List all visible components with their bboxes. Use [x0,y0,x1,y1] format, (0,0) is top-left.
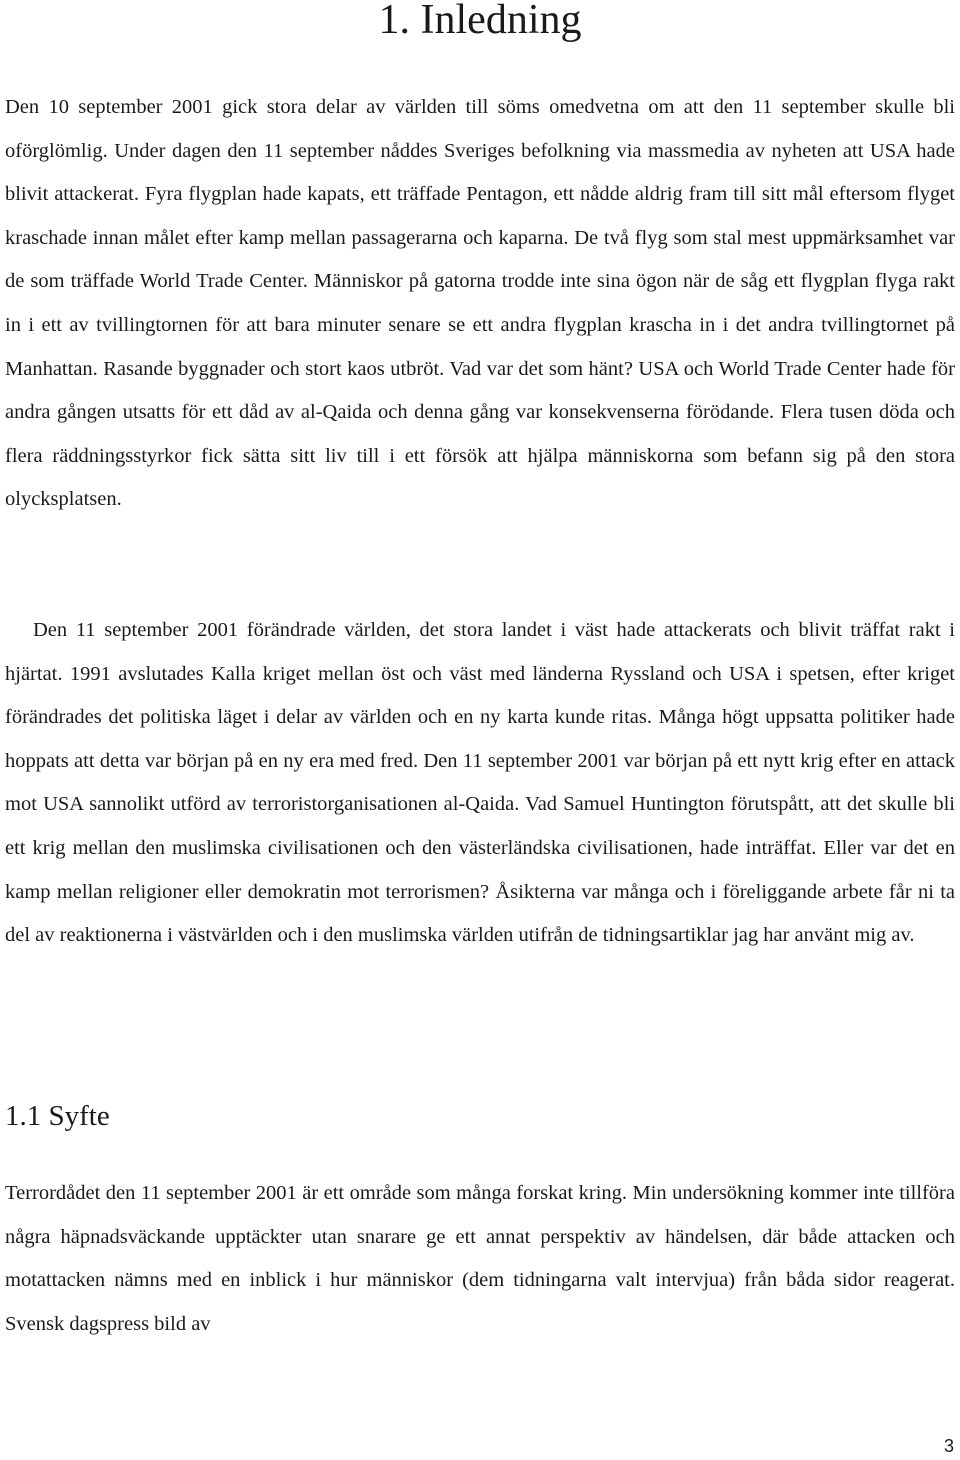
page-number: 3 [943,1436,954,1456]
chapter-heading: 1. Inledning [378,0,582,43]
intro-paragraph: Den 10 september 2001 gick stora delar av världen till söms omedvetna om att den 11 september skulle bli oförglömlig. Under dagen den 11 september nåddes Sveriges befolkning via massmedia av nyheten att USA hade blivit attackerat. Fyra flygplan hade kapats, ett träffade Pentagon, ett nådde aldrig fram till sitt mål eftersom flyget kraschade innan målet efter kamp mellan passagerarna och kaparna. De två flyg som stal mest uppmärksamhet var de som träffade World Trade Center. Människor på gatorna trodde inte sina ögon när de såg ett flygplan flyga rakt in i ett av tvillingtornen för att bara minuter senare se ett andra flygplan krascha in i det andra tvillingtornet på Manhattan. Rasande byggnader och stort kaos utbröt. Vad var det som hänt? USA och World Trade Center hade för andra gången utsatts för ett dåd av al-Qaida och denna gång var konsekvenserna förödande. Flera tusen döda och flera räddningsstyrkor fick sätta sitt liv till i ett försök att hjälpa människorna som befann sig på den stora olycksplatsen. [5,96,955,511]
section-heading: 1.1 Syfte [5,1100,110,1132]
purpose-paragraph: Terrordådet den 11 september 2001 är ett område som många forskat kring. Min undersökning kommer inte tillföra några häpnadsväckande upptäckter utan snarare ge ett annat perspektiv av händelsen, där både attacken och motattacken nämns med en inblick i hur människor (dem tidningarna valt intervjua) från båda sidor reagerat. Svensk dagspress bild av [5,1182,955,1335]
second-paragraph: Den 11 september 2001 förändrade världen, det stora landet i väst hade attackerats och blivit träffat rakt i hjärtat. 1991 avslutades Kalla kriget mellan öst och väst med länderna Ryssland och USA i spetsen, efter kriget förändrades det politiska läget i delar av världen och en ny karta kunde ritas. Många högt uppsatta politiker hade hoppats att detta var början på en ny era med fred. Den 11 september 2001 var början på ett nytt krig efter en attack mot USA sannolikt utförd av terroristorganisationen al-Qaida. Vad Samuel Huntington förutspått, att det skulle bli ett krig mellan den muslimska civilisationen och den västerländska civilisationen, hade inträffat. Eller var det en kamp mellan religioner eller demokratin mot terrorismen? Åsikterna var många och i föreliggande arbete får ni ta del av reaktionerna i västvärlden och i den muslimska världen utifrån de tidningsartiklar jag har använt mig av. [5,619,955,947]
